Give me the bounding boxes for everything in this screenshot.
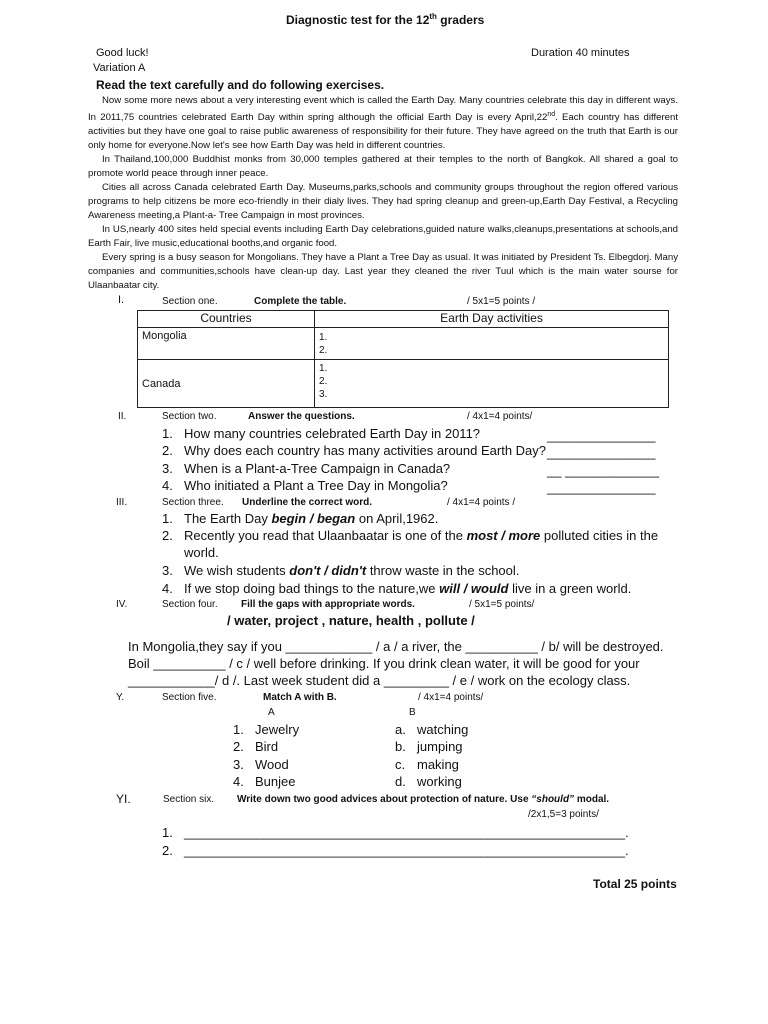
earth-day-table (137, 310, 669, 408)
match-column-b: B (409, 707, 416, 718)
table-item: 2. (319, 376, 328, 387)
item-number: 1. (162, 511, 173, 526)
sentence-part: live in a green world. (508, 581, 632, 596)
sentence-part: Recently you read that Ulaanbaatar is one of the (184, 528, 467, 543)
item-text: Jewelry (255, 722, 300, 737)
item-letter: a. (395, 722, 406, 737)
section-six-number: YI. (116, 792, 131, 806)
question-item (162, 478, 448, 493)
section-five-points: / 4x1=4 points/ (418, 692, 484, 703)
word-bank: / water, project , nature, health , pollute / (227, 613, 475, 628)
section-two-number: II. (118, 411, 127, 422)
title-end: graders (436, 13, 485, 27)
match-item-b (395, 739, 463, 754)
task-text: modal. (574, 794, 610, 805)
question-number: 3. (162, 461, 173, 476)
question-item (162, 443, 546, 458)
section-three-name: Section three. (162, 497, 224, 508)
section-two-name: Section two. (162, 411, 217, 422)
reading-paragraph: Every spring is a busy season for Mongolians. They have a Plant a Tree Day as usual. It was initiated by President Ts. Elbegdorj. Many companies and communities,schools have clean-up day. Last year they cleaned the river Tuul which is the main water sourse for Ulaanbaatar city. (88, 252, 678, 292)
question-item (162, 426, 480, 441)
section-one-name: Section one. (162, 296, 218, 307)
item-number: 2. (162, 528, 173, 543)
item-letter: c. (395, 757, 406, 772)
table-header-activities: Earth Day activities (315, 311, 669, 328)
advice-line[interactable] (162, 825, 629, 840)
question-text: How many countries celebrated Earth Day in 2011? (184, 426, 481, 441)
task-emphasis: “should” (531, 794, 575, 805)
reading-p1b: . Each country has different activities but they have one goal to raise public awareness of responsibility for their future. They have agreed on the truth that Earth is our only home for everyone.Now let's see how Earth Day was held in different countries. (88, 112, 678, 152)
sentence-part: We wish students (184, 563, 290, 578)
gap-line[interactable]: In Mongolia,they say if you ____________ / a / a river, the __________ / b/ will be destroyed. (128, 639, 664, 654)
section-one-points: / 5x1=5 points / (467, 296, 536, 307)
section-two-points: / 4x1=4 points/ (467, 411, 533, 422)
match-item-a (233, 739, 278, 754)
variation: Variation A (93, 62, 146, 74)
gap-line[interactable]: Boil __________ / c / well before drinking. If you drink clean water, it will be good for your (128, 656, 640, 671)
sentence-part: on April,1962. (355, 511, 439, 526)
section-six-points: /2x1,5=3 points/ (528, 809, 599, 820)
section-one-number: I. (118, 294, 125, 306)
section-four-number: IV. (116, 599, 128, 610)
match-item-a (233, 757, 289, 772)
line-number: 2. (162, 843, 173, 858)
item-letter: d. (395, 774, 406, 789)
instruction: Read the text carefully and do following exercises. (96, 78, 385, 92)
table-item: 2. (319, 345, 328, 356)
section-five-number: Y. (116, 692, 125, 703)
section-five-task: Match A with B. (263, 692, 337, 703)
table-item: 3. (319, 389, 328, 400)
sentence-part: polluted cities in the (540, 528, 659, 543)
match-item-a (233, 722, 299, 737)
task-text: Write down two good advices about protection of nature. Use (237, 794, 532, 805)
table-country-canada: Canada (138, 360, 315, 408)
reading-text (88, 94, 678, 293)
table-country-mongolia: Mongolia (138, 328, 315, 360)
item-letter: b. (395, 739, 406, 754)
item-number: 3. (162, 563, 173, 578)
match-item-b (395, 722, 468, 737)
item-text: Bird (255, 739, 279, 754)
table-cell-canada[interactable] (315, 360, 669, 408)
section-three-number: III. (116, 497, 128, 508)
total-points: Total 25 points (593, 877, 677, 891)
item-number: 2. (233, 739, 244, 754)
title-sup: th (429, 12, 437, 21)
answer-blank[interactable]: __ _____________ (547, 463, 660, 478)
section-four-name: Section four. (162, 599, 218, 610)
reading-sup: nd (547, 111, 556, 118)
reading-paragraph: Cities all across Canada celebrated Earth Day. Museums,parks,schools and community groups throughout the region offered various programs to help citizens be more eco-friendly in their dialy lives. They had spring cleanup and green-up,Earth Day Festival, a Recycling Awareness meeting,a Plant-a- Tree Campaign in most provinces. (88, 182, 678, 222)
question-number: 4. (162, 478, 173, 493)
item-text: watching (417, 722, 469, 737)
sentence-part: throw waste in the school. (366, 563, 520, 578)
item-text: Wood (255, 757, 289, 772)
choice-words[interactable]: begin / began (271, 511, 356, 526)
table-item: 1. (319, 363, 328, 374)
match-item-a (233, 774, 295, 789)
underline-item (162, 528, 658, 543)
table-header-countries: Countries (138, 311, 315, 328)
sentence-continuation: world. (184, 545, 219, 560)
reading-paragraph: In US,nearly 400 sites held special events including Earth Day celebrations,guided nature walks,cleanups,presentations at schools,and Earth Fair, live music,educational booths,and organic food. (88, 224, 678, 250)
question-number: 2. (162, 443, 173, 458)
section-five-name: Section five. (162, 692, 217, 703)
gap-line[interactable]: ____________/ d /. Last week student did a _________ / e / work on the ecology class. (128, 673, 631, 688)
match-item-b (395, 757, 459, 772)
section-three-points: / 4x1=4 points / (447, 497, 516, 508)
section-three-task: Underline the correct word. (242, 497, 373, 508)
question-item (162, 461, 450, 476)
table-item: 1. (319, 332, 328, 343)
section-one-task: Complete the table. (254, 296, 347, 307)
good-luck: Good luck! (96, 47, 149, 59)
reading-paragraph (88, 94, 678, 153)
section-six-name: Section six. (163, 794, 215, 805)
item-text: making (417, 757, 459, 772)
underline-item (162, 581, 631, 596)
section-four-task: Fill the gaps with appropriate words. (241, 599, 415, 610)
reading-paragraph: In Thailand,100,000 Buddhist monks from 30,000 temples gathered at their temples to the north of Bangkok. All shared a goal to promote world peace through inner peace. (88, 154, 678, 180)
page-title (286, 12, 484, 27)
match-item-b (395, 774, 462, 789)
item-text: jumping (417, 739, 463, 754)
question-text: Why does each country has many activities around Earth Day? (184, 443, 547, 458)
section-six-task (237, 794, 609, 805)
answer-blank[interactable]: _______________ (547, 445, 656, 460)
answer-blank[interactable]: _______________ (547, 428, 656, 443)
item-text: Bunjee (255, 774, 296, 789)
item-text: working (417, 774, 462, 789)
duration: Duration 40 minutes (531, 47, 630, 59)
underline-item (162, 563, 519, 578)
question-text: When is a Plant-a-Tree Campaign in Canada? (184, 461, 451, 476)
item-number: 4. (162, 581, 173, 596)
title-main: Diagnostic test for the 12 (286, 13, 430, 27)
choice-words[interactable]: will / would (439, 581, 509, 596)
underline-item (162, 511, 438, 526)
advice-line[interactable] (162, 843, 629, 858)
sentence-part: The Earth Day (184, 511, 272, 526)
table-cell-mongolia[interactable] (315, 328, 669, 360)
section-two-task: Answer the questions. (248, 411, 355, 422)
answer-blank[interactable]: _______________ (547, 480, 656, 495)
sentence-part: If we stop doing bad things to the nature,we (184, 581, 440, 596)
line-number: 1. (162, 825, 173, 840)
choice-words[interactable]: most / more (466, 528, 541, 543)
section-four-points: / 5x1=5 points/ (469, 599, 535, 610)
write-line[interactable]: _____________________________________________________________. (184, 843, 629, 858)
write-line[interactable]: _____________________________________________________________. (184, 825, 629, 840)
question-text: Who initiated a Plant a Tree Day in Mongolia? (184, 478, 448, 493)
item-number: 1. (233, 722, 244, 737)
choice-words[interactable]: don't / didn't (289, 563, 367, 578)
question-number: 1. (162, 426, 173, 441)
item-number: 4. (233, 774, 244, 789)
match-column-a: A (268, 707, 275, 718)
reading-p1a: Now some more news about a very interesting event which is called the Earth Day. Many countries celebrate this day in different ways. In 2011,75 countries celebrated Earth Day within spring although the official Earth Day is every April,22 (88, 95, 678, 124)
item-number: 3. (233, 757, 244, 772)
